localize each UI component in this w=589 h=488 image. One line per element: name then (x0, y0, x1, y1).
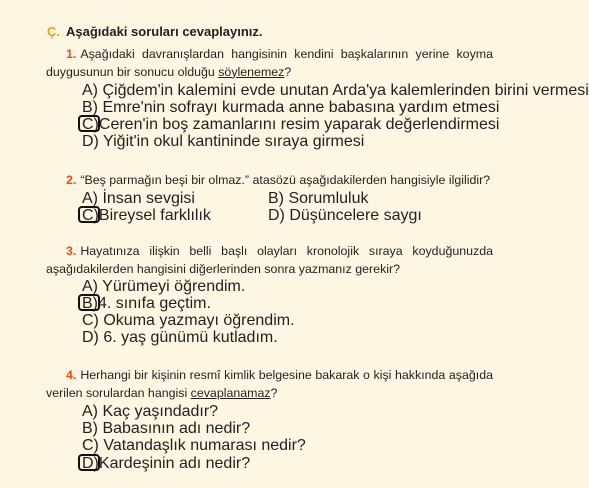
option-text: 6. yaş günümü kutladım. (103, 329, 278, 346)
question-4-option-d[interactable] (82, 455, 250, 473)
question-1-option-b[interactable] (82, 99, 499, 117)
option-letter: D) (82, 133, 99, 150)
option-letter: A) (82, 190, 98, 207)
question-1-option-d[interactable] (82, 133, 364, 151)
option-text: Bireysel farklılık (98, 207, 211, 224)
question-3-number: 3. (66, 244, 77, 258)
option-letter: B) (82, 99, 98, 116)
option-letter: B) (82, 295, 98, 312)
question-3-option-c[interactable] (82, 312, 295, 330)
option-text: Çiğdem'in kalemini evde unutan Arda'ya kalemlerinden birini vermesi (102, 82, 589, 99)
question-4-option-b[interactable] (82, 420, 250, 438)
answer-mark-circle (78, 294, 100, 311)
question-4-option-c[interactable] (82, 437, 306, 455)
section-letter: Ç. (47, 24, 60, 39)
option-letter: A) (82, 403, 98, 420)
question-4-option-a[interactable] (82, 403, 218, 421)
option-letter: D) (82, 455, 99, 472)
option-text: İnsan sevgisi (102, 190, 195, 207)
answer-mark-circle (78, 454, 100, 471)
option-text: 4. sınıfa geçtim. (98, 295, 211, 312)
question-1-option-c[interactable] (82, 116, 499, 134)
option-text: Okuma yazmayı öğrendim. (103, 312, 295, 329)
question-4-stem-end: ? (270, 385, 278, 400)
question-3 (0, 243, 523, 278)
question-2-option-d[interactable] (268, 207, 422, 225)
question-3-option-a[interactable] (82, 278, 245, 296)
question-1-option-a[interactable] (82, 82, 589, 100)
question-2-option-b[interactable] (268, 190, 368, 208)
question-2-stem (0, 172, 523, 190)
option-letter: A) (82, 82, 98, 99)
option-letter: D) (82, 329, 99, 346)
question-3-option-d[interactable] (82, 329, 278, 347)
question-2-stem-text: “Beş parmağın beşi bir olmaz.” atasözü aşağıdakilerden hangisiyle ilgilidir? (80, 173, 491, 187)
answer-mark-circle (78, 115, 100, 132)
option-letter: B) (82, 420, 98, 437)
question-4-stem-underline: cevaplanamaz (190, 385, 271, 400)
option-letter: C) (82, 207, 99, 224)
option-text: Kaç yaşındadır? (102, 403, 219, 420)
question-4-number: 4. (66, 368, 77, 382)
option-letter: C) (82, 312, 99, 329)
option-text: Düşüncelere saygı (289, 207, 422, 224)
question-1-stem-underline: söylenemez (218, 64, 285, 79)
section-title-text: Aşağıdaki soruları cevaplayınız. (66, 24, 263, 39)
option-text: Vatandaşlık numarası nedir? (103, 437, 306, 454)
question-2-option-a[interactable] (82, 190, 195, 208)
option-text: Babasının adı nedir? (102, 420, 251, 437)
question-2-number: 2. (66, 173, 77, 187)
question-3-stem-text: Hayatınıza ilişkin belli başlı olayları kronolojik sıraya koyduğunuzda aşağıdakilerden hangisini diğerlerinden sonra yazmanız gerekir? (46, 244, 493, 276)
question-1 (0, 46, 523, 81)
option-letter: D) (268, 207, 285, 224)
option-text: Sorumluluk (288, 190, 369, 207)
question-4-stem-text: Herhangi bir kişinin resmî kimlik belgesine bakarak o kişi hakkında aşağıda verilen sorulardan hangisi (46, 368, 493, 400)
option-text: Ceren'in boş zamanlarını resim yaparak değerlendirmesi (98, 116, 500, 133)
answer-mark-circle (78, 206, 100, 223)
question-4 (0, 367, 523, 402)
question-2-option-c[interactable] (82, 207, 211, 225)
question-1-stem-text: Aşağıdaki davranışlardan hangisinin kendini başkalarının yerine koyma duygusunun bir sonucu olduğu (46, 47, 493, 79)
option-letter: C) (82, 437, 99, 454)
option-letter: C) (82, 116, 99, 133)
option-text: Emre'nin sofrayı kurmada anne babasına yardım etmesi (102, 99, 500, 116)
question-4-stem (0, 367, 523, 402)
question-1-stem (0, 46, 523, 81)
question-1-number: 1. (66, 47, 77, 61)
option-letter: B) (268, 190, 284, 207)
question-3-stem (0, 243, 523, 278)
section-title (47, 24, 263, 39)
option-text: Yürümeyi öğrendim. (102, 278, 246, 295)
option-letter: A) (82, 278, 98, 295)
question-3-option-b[interactable] (82, 295, 211, 313)
option-text: Yiğit'in okul kantininde sıraya girmesi (103, 133, 365, 150)
question-2 (0, 172, 523, 190)
option-text: Kardeşinin adı nedir? (98, 455, 251, 472)
question-1-stem-end: ? (284, 64, 292, 79)
